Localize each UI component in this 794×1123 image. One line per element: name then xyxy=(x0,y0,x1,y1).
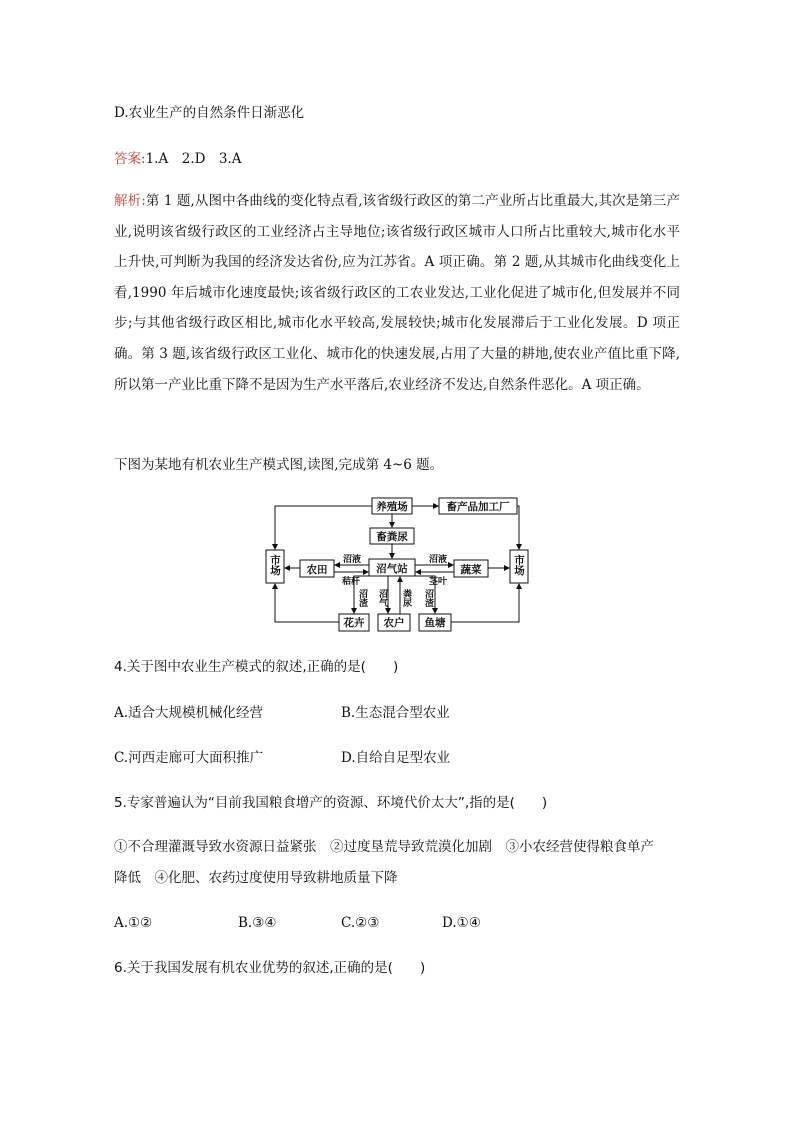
answer-text: 1.A 2.D 3.A xyxy=(145,151,242,167)
q5-option-a[interactable]: A.①② xyxy=(114,915,153,931)
q4-option-c[interactable]: C.河西走廊可大面积推广 xyxy=(114,750,264,766)
edge-label-residue-left: 沼渣 xyxy=(357,589,367,607)
q5-title: 5.专家普遍认为“目前我国粮食增产的资源、环境代价太大”,指的是( ) xyxy=(114,795,548,811)
label-livestock: 养殖场 xyxy=(376,501,408,513)
diagram-intro: 下图为某地有机农业生产模式图,读图,完成第 4~6 题。 xyxy=(114,457,444,473)
label-farmland: 农田 xyxy=(306,564,328,576)
edge-label-stems: 茎叶 xyxy=(428,577,448,587)
edge-label-gas: 沼气 xyxy=(377,589,387,607)
label-market-left: 市场 xyxy=(269,554,281,576)
q4-option-b[interactable]: B.生态混合型农业 xyxy=(341,705,450,721)
analysis-text: 第 1 题,从图中各曲线的变化特点看,该省级行政区的第二产业所占比重最大,其次是第三产业,说明该省级行政区的工业经济占主导地位;该省级行政区城市人口所占比重较大,城市化水平上升快,可判断为我国的经济发达省份,应为江苏省。A 项正确。第 2 题,从其城市化曲线变化上看,1990 年后城市化速度最快;该省级行政区的工农业发达,工业化促进了城市化,但发展并不同步;与其他省级行政区相比,城市化水平较高,发展较快;城市化发展滞后于工业化发展。D 项正确。第 3 题,该省级行政区工业化、城市化的快速发展,占用了大量的耕地,使农业产值比重下降,所以第一产业比重下降不是因为生产水平落后,农业经济不发达,自然条件恶化。A 项正确。 xyxy=(114,193,680,393)
q5-option-d[interactable]: D.①④ xyxy=(442,915,481,931)
q6-title: 6.关于我国发展有机农业优势的叙述,正确的是( ) xyxy=(114,960,426,976)
label-farmers: 农户 xyxy=(383,617,405,629)
label-processing: 畜产品加工厂 xyxy=(446,501,510,513)
label-biogas: 沼气站 xyxy=(376,563,408,575)
edge-label-residue-right: 沼渣 xyxy=(423,589,433,607)
label-market-right: 市场 xyxy=(513,554,525,576)
q4-title: 4.关于图中农业生产模式的叙述,正确的是( ) xyxy=(114,659,399,675)
answer-line xyxy=(114,149,242,169)
q5-statements-line2: 降低 ④化肥、农药过度使用导致耕地质量下降 xyxy=(114,870,398,886)
analysis-paragraph xyxy=(114,186,680,400)
q4-option-a[interactable]: A.适合大规模机械化经营 xyxy=(114,705,264,721)
answer-label: 答案: xyxy=(114,151,146,167)
edge-label-slurry-right: 沼液 xyxy=(428,555,448,565)
edge-label-manure-down: 粪尿 xyxy=(401,589,411,607)
label-fishpond: 鱼塘 xyxy=(424,617,446,629)
q4-option-d[interactable]: D.自给自足型农业 xyxy=(341,750,451,766)
edge-label-straw: 秸秆 xyxy=(341,577,361,587)
organic-agriculture-diagram xyxy=(262,492,532,634)
q5-statements-line1: ①不合理灌溉导致水资源日益紧张 ②过度垦荒导致荒漠化加剧 ③小农经营使得粮食单产 xyxy=(114,839,654,855)
label-flowers: 花卉 xyxy=(343,617,365,629)
q5-option-c[interactable]: C.②③ xyxy=(341,915,380,931)
analysis-label: 解析: xyxy=(114,193,146,209)
option-d-previous: D.农业生产的自然条件日渐恶化 xyxy=(114,105,305,121)
label-vegetables: 蔬菜 xyxy=(460,564,482,576)
edge-label-slurry-left: 沼液 xyxy=(342,555,362,565)
label-manure: 畜粪尿 xyxy=(376,531,408,543)
q5-option-b[interactable]: B.③④ xyxy=(238,915,277,931)
